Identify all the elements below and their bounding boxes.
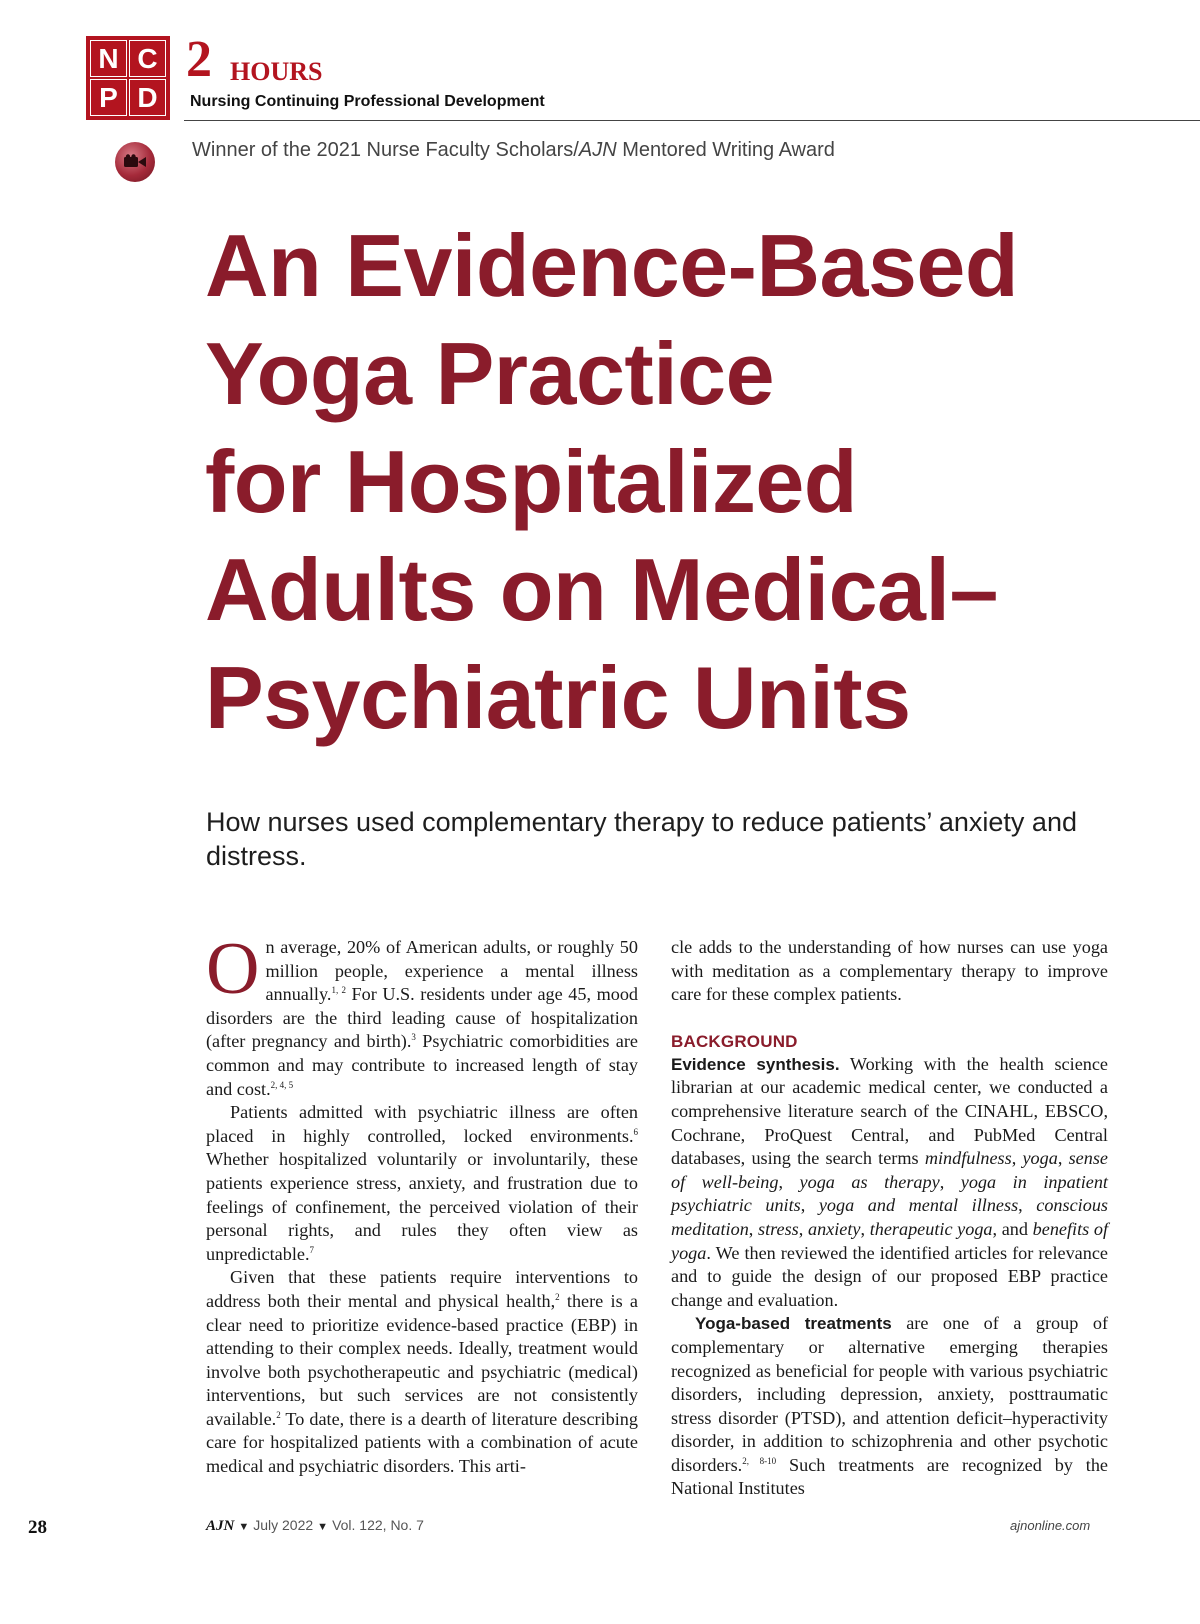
separator-icon: ▼ xyxy=(238,1521,250,1533)
paragraph: cle adds to the understanding of how nurses can use yoga with meditation as a complementary therapy to improve care for these complex patients. xyxy=(671,937,1108,1005)
search-term: yoga as therapy xyxy=(799,1171,940,1192)
logo-letter: P xyxy=(90,79,127,116)
run-in-heading: Evidence synthesis. xyxy=(671,1054,840,1074)
run-in-heading: Yoga-based treatments xyxy=(695,1314,892,1334)
paragraph xyxy=(671,1053,1108,1313)
paragraph xyxy=(206,1266,638,1478)
text: , xyxy=(798,1218,808,1239)
citation: 2, 4, 5 xyxy=(270,1079,294,1090)
text: , xyxy=(860,1218,870,1239)
section-heading: BACKGROUND xyxy=(671,1031,798,1051)
search-term: conscious meditation xyxy=(671,1195,1108,1239)
drop-cap: O xyxy=(206,928,260,1010)
text: For U.S. residents under age 45, mood disorders are the third leading cause of hospitalization (after pregnancy and birth). xyxy=(206,984,639,1052)
paragraph xyxy=(206,928,639,1101)
journal-name: AJN xyxy=(206,1518,235,1534)
text: . We then reviewed the identified articles for relevance and to guide the design of our proposed EBP practice change and evaluation. xyxy=(671,1242,1108,1310)
video-camera-icon[interactable] xyxy=(115,142,155,182)
title-line: for Hospitalized xyxy=(205,432,858,531)
search-term: benefits of yoga xyxy=(671,1218,1109,1263)
text: Whether hospitalized voluntarily or involuntarily, these patients experience stress, anxiety, and frustration due to feelings of confinement, the perceived violation of their personal rights, and rules they often view as unpredictable. xyxy=(206,1149,638,1264)
text: n average, 20% of American adults, or roughly 50 million people, experience a mental illness annually. xyxy=(265,937,638,1005)
search-term: stress xyxy=(758,1218,799,1239)
ncpd-full-name: Nursing Continuing Professional Development xyxy=(190,93,545,110)
citation: 6 xyxy=(633,1126,638,1137)
text: there is a clear need to prioritize evidence-based practice (EBP) in attending to their complex needs. Ideally, treatment would involve both psychotherapeutic and psychiatric (medical) interventions, but such services are not consistently available. xyxy=(206,1290,638,1429)
separator-icon: ▼ xyxy=(317,1521,329,1533)
article-subtitle: How nurses used complementary therapy to reduce patients’ anxiety and distress. xyxy=(206,807,1077,871)
citation: 2, 8-10 xyxy=(742,1455,777,1466)
award-journal: AJN xyxy=(578,139,617,161)
credit-hours-label: HOURS xyxy=(230,57,323,86)
citation: 2 xyxy=(555,1291,560,1302)
search-term: sense of well-being xyxy=(671,1148,1109,1192)
issue-date: July 2022 xyxy=(253,1517,314,1533)
paragraph xyxy=(206,1101,638,1266)
header-divider xyxy=(184,120,1200,121)
citation: 1, 2 xyxy=(331,985,346,996)
footer-citation xyxy=(206,1517,424,1535)
title-line: An Evidence-Based xyxy=(205,216,1019,315)
award-line xyxy=(192,138,835,162)
text: , xyxy=(778,1171,800,1192)
volume-issue: Vol. 122, No. 7 xyxy=(332,1517,424,1533)
logo-letter: N xyxy=(90,40,127,77)
text: Given that these patients require interventions to address both their mental and physical health, xyxy=(206,1267,638,1311)
award-text: Winner of the 2021 Nurse Faculty Scholars/ xyxy=(192,139,579,161)
text: Psychiatric comorbidities are common and may contribute to increased length of stay and cost. xyxy=(206,1031,639,1099)
paragraph xyxy=(671,1312,1108,1501)
text: , xyxy=(1018,1195,1037,1216)
text: Such treatments are recognized by the National Institutes xyxy=(671,1454,1109,1499)
search-term: mindfulness xyxy=(924,1148,1012,1169)
text: Patients admitted with psychiatric illness are often placed in highly controlled, locked environments. xyxy=(206,1102,638,1146)
credit-hours-number: 2 xyxy=(186,31,212,88)
page-number: 28 xyxy=(28,1517,47,1538)
text: , xyxy=(1011,1148,1023,1169)
text: , xyxy=(748,1218,758,1239)
text: , xyxy=(800,1195,819,1216)
text: , xyxy=(1057,1148,1069,1169)
video-camera-glyph xyxy=(123,154,147,170)
search-term: yoga in inpatient psychiatric units xyxy=(671,1171,1108,1216)
body-column-left xyxy=(206,928,639,1479)
text: , xyxy=(939,1171,961,1192)
logo-letter: D xyxy=(129,79,166,116)
body-column-right xyxy=(671,936,1108,1501)
title-line: Psychiatric Units xyxy=(205,648,911,747)
citation: 7 xyxy=(309,1244,315,1255)
text: , and xyxy=(992,1218,1033,1239)
title-line: Adults on Medical– xyxy=(205,540,998,639)
citation: 2 xyxy=(276,1409,281,1420)
article-title xyxy=(205,212,1165,752)
citation: 3 xyxy=(411,1032,416,1043)
text: To date, there is a dearth of literature describing care for hospitalized patients with a combination of acute medical and psychiatric disorders. This arti- xyxy=(206,1408,638,1477)
search-term: yoga and mental illness xyxy=(818,1195,1019,1216)
text: are one of a group of complementary or alternative emerging therapies recognized as beneficial for people with various psychiatric disorders, including depression, anxiety, posttraumatic stress disorder (PTSD), and attention deficit–hyperactivity disorder, in addition to schizophrenia and other psychotic disorders. xyxy=(671,1313,1108,1475)
website-link[interactable]: ajnonline.com xyxy=(1010,1518,1091,1533)
text: Working with the health science librarian at our academic medical center, we conducted a comprehensive literature search of the CINAHL, EBSCO, Cochrane, ProQuest Central, and PubMed Central databases, using the search terms xyxy=(671,1053,1108,1169)
ncpd-logo xyxy=(86,36,170,120)
award-text-end: Mentored Writing Award xyxy=(616,139,835,161)
search-term: therapeutic yoga xyxy=(869,1218,993,1239)
search-term: anxiety xyxy=(807,1218,861,1239)
title-line: Yoga Practice xyxy=(205,324,775,423)
logo-letter: C xyxy=(129,40,166,77)
search-term: yoga xyxy=(1022,1148,1058,1169)
